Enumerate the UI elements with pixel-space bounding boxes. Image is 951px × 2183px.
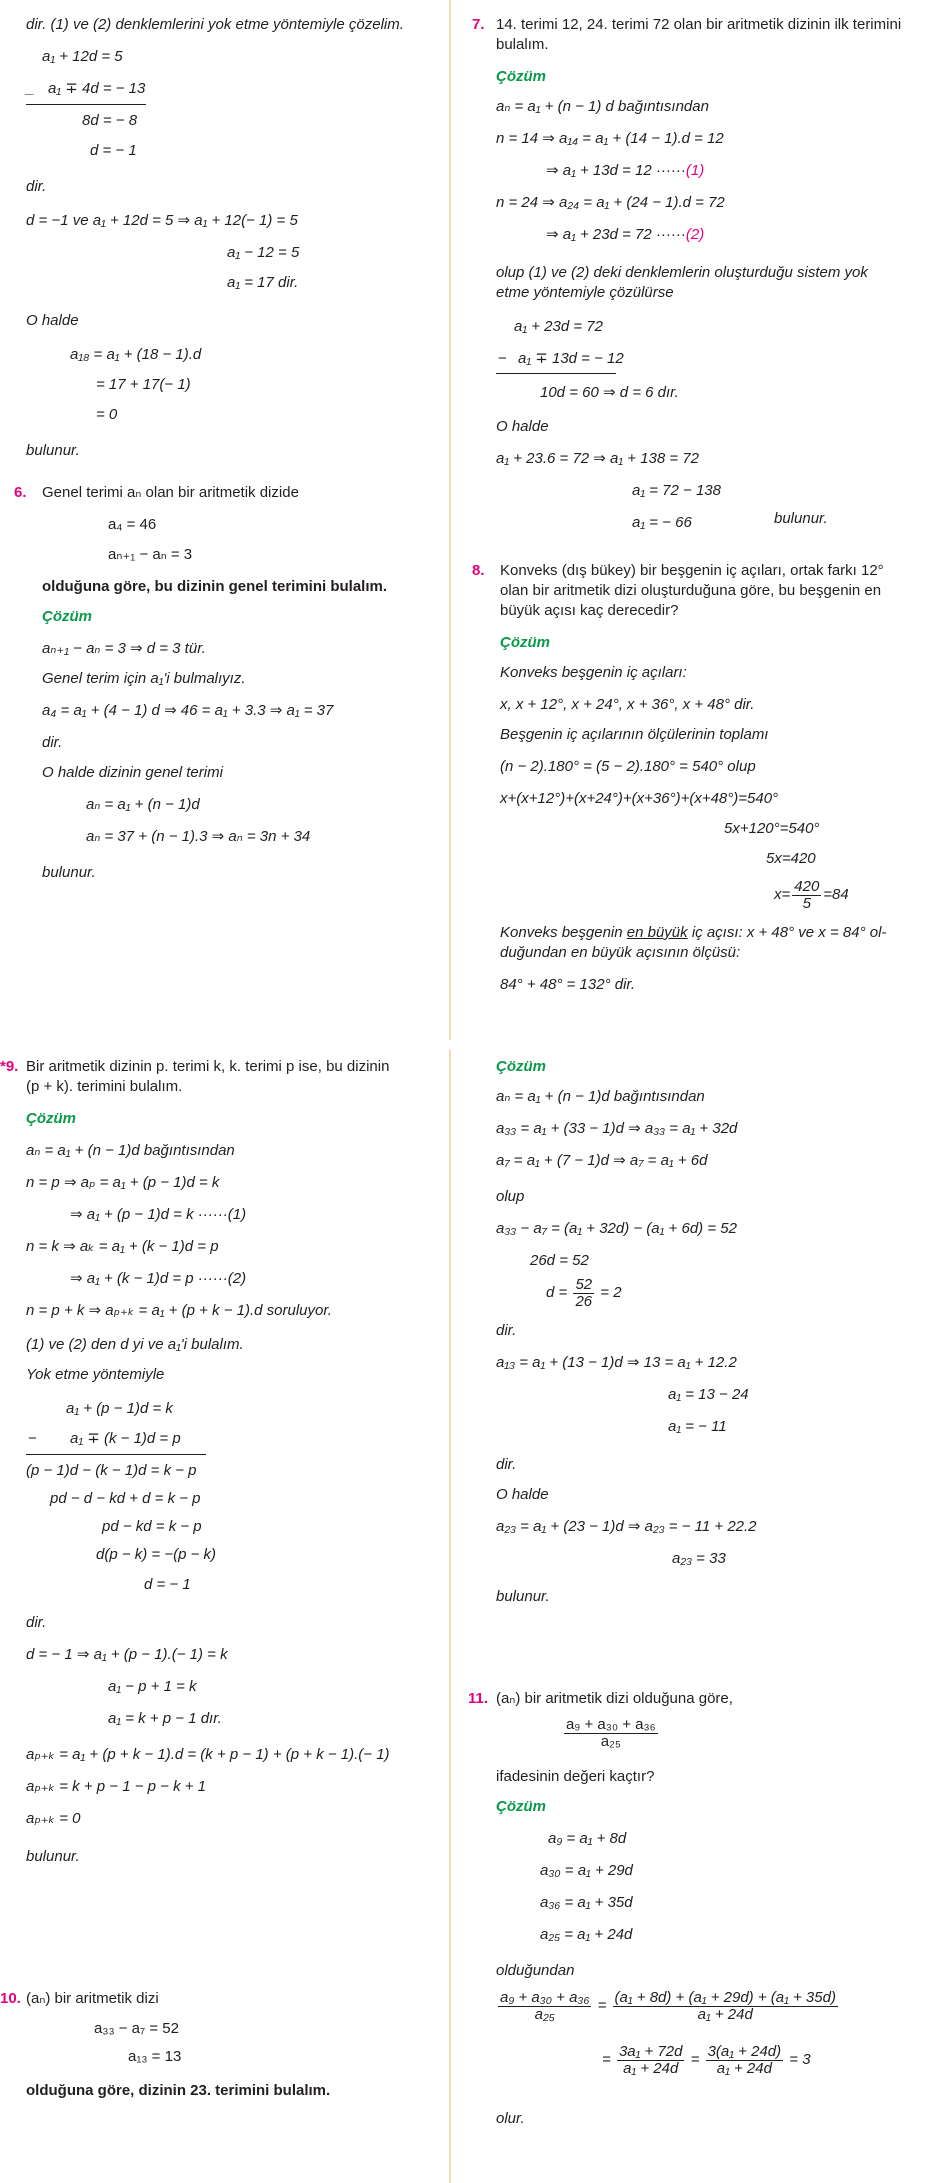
minus-sign: − [498,350,507,367]
question-text: (p + k). terimini bulalım. [26,1078,183,1095]
eq-line: a₁ ∓ (k − 1)d = p [70,1430,181,1447]
question-number: 8. [472,562,485,579]
eq-line: a₁ − 12 = 5 [227,244,300,261]
eq-line: a₁ = − 66 [632,514,692,531]
text-line: Yok etme yöntemiyle [26,1366,165,1383]
question-text: Bir aritmetik dizinin p. terimi k, k. terimi p ise, bu dizinin [26,1058,390,1075]
eq-line: a₁ + 23d = 72 [514,318,603,335]
question-text: ifadesinin değeri kaçtır? [496,1768,655,1785]
eq-line: a₉ = a₁ + 8d [548,1830,627,1847]
minus-sign: _ [26,80,35,97]
text-line: dir. [42,734,63,751]
sum-rule [26,104,146,105]
text-line: bulunur. [774,510,828,527]
text-line: dir. [26,1614,47,1631]
fraction: $\frac{\text{3(a₁ + 24d)}}{\text{a₁ + 24d}}$ [707,2042,782,2077]
eq-line: n = 24 ⇒ a₂₄ = a₁ + (24 − 1).d = 72 [496,194,725,211]
question-number: 6. [14,484,27,501]
eq-line: a₄ = a₁ + (4 − 1) d ⇒ 46 = a₁ + 3.3 ⇒ a₁ = 37 [42,702,334,719]
eq-line: a₃₆ = a₁ + 35d [540,1894,633,1911]
eq-line: a₃₃ − a₇ = (a₁ + 32d) − (a₁ + 6d) = 52 [496,1220,737,1237]
eq-line: a₁ = 72 − 138 [632,482,721,499]
solution-heading: Çözüm [42,608,92,625]
eq-line: aₚ₊ₖ = k + p − 1 − p − k + 1 [26,1778,207,1795]
text-line: Konveks beşgenin en büyük iç açısı: x + 48° ve x = 84° ol- [500,924,887,941]
eq-line: n = p ⇒ aₚ = a₁ + (p − 1)d = k [26,1174,220,1191]
eq-line: d = −1 ve a₁ + 12d = 5 ⇒ a₁ + 12(− 1) = 5 [26,212,298,229]
eq-line: = 17 + 17(− 1) [96,376,191,393]
fraction: $\frac{420}{5}$ [794,877,820,912]
eq-line: a₁₈ = a₁ + (18 − 1).d [70,346,202,363]
question-prompt: olduğuna göre, bu dizinin genel terimini bulalım. [42,578,388,595]
text-line: olup (1) ve (2) deki denklemlerin oluşturduğu sistem yok [496,264,868,281]
question-text: olan bir aritmetik dizi oluşturduğuna göre, bu beşgenin en [500,582,882,599]
question-text: 14. terimi 12, 24. terimi 72 olan bir aritmetik dizinin ilk terimini [496,16,902,33]
eq-line: 5x+120°=540° [724,820,820,837]
eq-line: pd − d − kd + d = k − p [50,1490,201,1507]
eq-line: aₙ = a₁ + (n − 1) d bağıntısından [496,98,709,115]
eq-line: a₃₀ = a₁ + 29d [540,1862,633,1879]
eq-line: aₙ₊₁ − aₙ = 3 [108,546,193,563]
question-text: (aₙ) bir aritmetik dizi [26,1990,159,2007]
eq-line: aₙ = a₁ + (n − 1)d bağıntısından [26,1142,235,1159]
text-line: etme yöntemiyle çözülürse [496,284,674,301]
eq-line: a₁ ∓ 13d = − 12 [518,350,624,367]
equation-tag: (2) [685,226,705,243]
text-line: dir. [26,178,47,195]
eq-line: d = − 1 [90,142,137,159]
text-line: O halde [496,1486,549,1503]
eq-line: (p − 1)d − (k − 1)d = k − p [26,1462,197,1479]
text-line: olduğundan [496,1962,575,1979]
eq-line: a₇ = a₁ + (7 − 1)d ⇒ a₇ = a₁ + 6d [496,1152,708,1169]
eq-line: x= $\frac{420}{5}$ =84 [774,877,849,912]
question-text: (aₙ) bir aritmetik dizi olduğuna göre, [496,1690,733,1707]
fraction: $\frac{52}{26}$ [575,1275,593,1310]
question-text: bulalım. [496,36,549,53]
text-line: (1) ve (2) den d yi ve a₁'i bulalım. [26,1336,244,1353]
eq-line: ⇒ a₁ + 23d = 72 ······(2) [546,226,705,243]
solution-heading: Çözüm [496,68,546,85]
eq-line: a₁ + 23.6 = 72 ⇒ a₁ + 138 = 72 [496,450,700,467]
eq-line: x+(x+12°)+(x+24°)+(x+36°)+(x+48°)=540° [500,790,779,807]
eq-line: 10d = 60 ⇒ d = 6 dır. [540,384,679,401]
sum-rule [496,373,616,374]
text-line: O halde [496,418,549,435]
equation-tag: (1) [685,162,705,179]
question-text: büyük açısı kaç derecedir? [500,602,679,619]
eq-line: aₚ₊ₖ = a₁ + (p + k − 1).d = (k + p − 1) + (p + k − 1).(− 1) [26,1746,390,1763]
eq-line: a₂₅ = a₁ + 24d [540,1926,633,1943]
sum-rule [26,1454,206,1455]
eq-line: d(p − k) = −(p − k) [96,1546,217,1563]
eq-line: ⇒ a₁ + (k − 1)d = p ······(2) [70,1270,247,1287]
text-line: bulunur. [26,1848,80,1865]
question-text: Konveks (dış bükey) bir beşgenin iç açıları, ortak farkı 12° [500,562,884,579]
eq-line: a₁₃ = a₁ + (13 − 1)d ⇒ 13 = a₁ + 12.2 [496,1354,737,1371]
text-line: olup [496,1188,525,1205]
eq-line: a₁ = − 11 [668,1418,727,1435]
eq-line: a₃₃ − a₇ = 52 [94,2020,179,2037]
text-line: bulunur. [42,864,96,881]
eq-line: aₙ = a₁ + (n − 1)d [86,796,200,813]
eq-line: a₁ = 13 − 24 [668,1386,749,1403]
eq-line: a₁ ∓ 4d = − 13 [48,80,146,97]
eq-line: ⇒ a₁ + 13d = 12 ······(1) [546,162,705,179]
eq-line: $\frac{\text{a₉ + a₃₀ + a₃₆}}{\text{a₂₅}}$ = $\frac{\text{(a₁ + 8d) + (a₁ + 29d) + (a₁ + 35d)}}{\text{a₁ + 24d}}$ [500,1988,836,2023]
text-line: dir. [496,1322,517,1339]
eq-line: a₁ = 17 dir. [227,274,299,291]
eq-line: (n − 2).180° = (5 − 2).180° = 540° olup [500,758,756,775]
eq-line: n = p + k ⇒ aₚ₊ₖ = a₁ + (p + k − 1).d soruluyor. [26,1302,332,1319]
left-intro-line: dir. (1) ve (2) denklemlerini yok etme yöntemiyle çözelim. [26,16,404,33]
eq-line: 26d = 52 [530,1252,589,1269]
question-number: *9. [0,1058,19,1075]
fraction: $\frac{\text{(a₁ + 8d) + (a₁ + 29d) + (a₁ + 35d)}}{\text{a₁ + 24d}}$ [614,1988,836,2023]
text-line: bulunur. [496,1588,550,1605]
text-line: O halde [26,312,79,329]
eq-line: 5x=420 [766,850,816,867]
text-line: Konveks beşgenin iç açıları: [500,664,687,681]
text-line: Genel terim için a₁'i bulmalıyız. [42,670,246,687]
eq-line: a₃₃ = a₁ + (33 − 1)d ⇒ a₃₃ = a₁ + 32d [496,1120,738,1137]
eq-line: x, x + 12°, x + 24°, x + 36°, x + 48° dir. [500,696,755,713]
eq-line: = 0 [96,406,118,423]
eq-line: a₂₃ = 33 [672,1550,726,1567]
solution-heading: Çözüm [496,1058,546,1075]
eq-line: aₚ₊ₖ = 0 [26,1810,81,1827]
eq-line: n = k ⇒ aₖ = a₁ + (k − 1)d = p [26,1238,219,1255]
question-number: 11. [468,1690,489,1707]
fraction: $\frac{\text{3a₁ + 72d}}{\text{a₁ + 24d}}$ [618,2042,683,2077]
solution-heading: Çözüm [500,634,550,651]
eq-line: a₂₃ = a₁ + (23 − 1)d ⇒ a₂₃ = − 11 + 22.2 [496,1518,757,1535]
eq-line: 84° + 48° = 132° dir. [500,976,636,993]
eq-line: a₁₃ = 13 [128,2048,182,2065]
eq-line: d = $\frac{52}{26}$ = 2 [546,1275,622,1310]
question-number: 7. [472,16,485,33]
text-line: O halde dizinin genel terimi [42,764,223,781]
eq-line: aₙ = 37 + (n − 1).3 ⇒ aₙ = 3n + 34 [86,828,311,845]
eq-line: aₙ₊₁ − aₙ = 3 ⇒ d = 3 tür. [42,640,206,657]
fraction: $\frac{\text{a₉ + a₃₀ + a₃₆}}{\text{a₂₅}}$ [566,1715,656,1750]
eq-line: = $\frac{\text{3a₁ + 72d}}{\text{a₁ + 24d}}$ = $\frac{\text{3(a₁ + 24d)}}{\text{a₁ + 24d}}$ = 3 [602,2042,811,2077]
text-line: Beşgenin iç açılarının ölçülerinin toplamı [500,726,769,743]
eq-line: a₁ + (p − 1)d = k [66,1400,173,1417]
eq-line: 8d = − 8 [82,112,138,129]
text-line: bulunur. [26,442,80,459]
eq-line: pd − kd = k − p [102,1518,202,1535]
column-separator-top [449,0,451,1040]
eq-line: a₁ − p + 1 = k [108,1678,197,1695]
question-prompt: olduğuna göre, dizinin 23. terimini bulalım. [26,2082,331,2099]
text-line: olur. [496,2110,525,2127]
eq-line: aₙ = a₁ + (n − 1)d bağıntısından [496,1088,705,1105]
eq-line: d = − 1 [144,1576,191,1593]
fraction: $\frac{\text{a₉ + a₃₀ + a₃₆}}{\text{a₂₅}}$ [500,1988,590,2023]
eq-line: a₁ + 12d = 5 [42,48,123,65]
column-separator-bottom [449,1050,451,2183]
solution-heading: Çözüm [26,1110,76,1127]
question-number: 10. [0,1990,21,2007]
eq-line: a₁ = k + p − 1 dır. [108,1710,222,1727]
minus-sign: − [28,1430,37,1447]
question-text: Genel terimi aₙ olan bir aritmetik dizide [42,484,299,501]
solution-heading: Çözüm [496,1798,546,1815]
text-line: dir. [496,1456,517,1473]
eq-line: ⇒ a₁ + (p − 1)d = k ······(1) [70,1206,247,1223]
eq-line: d = − 1 ⇒ a₁ + (p − 1).(− 1) = k [26,1646,228,1663]
eq-line: n = 14 ⇒ a₁₄ = a₁ + (14 − 1).d = 12 [496,130,724,147]
eq-line: a₄ = 46 [108,516,157,533]
text-line: duğundan en büyük açısının ölçüsü: [500,944,741,961]
